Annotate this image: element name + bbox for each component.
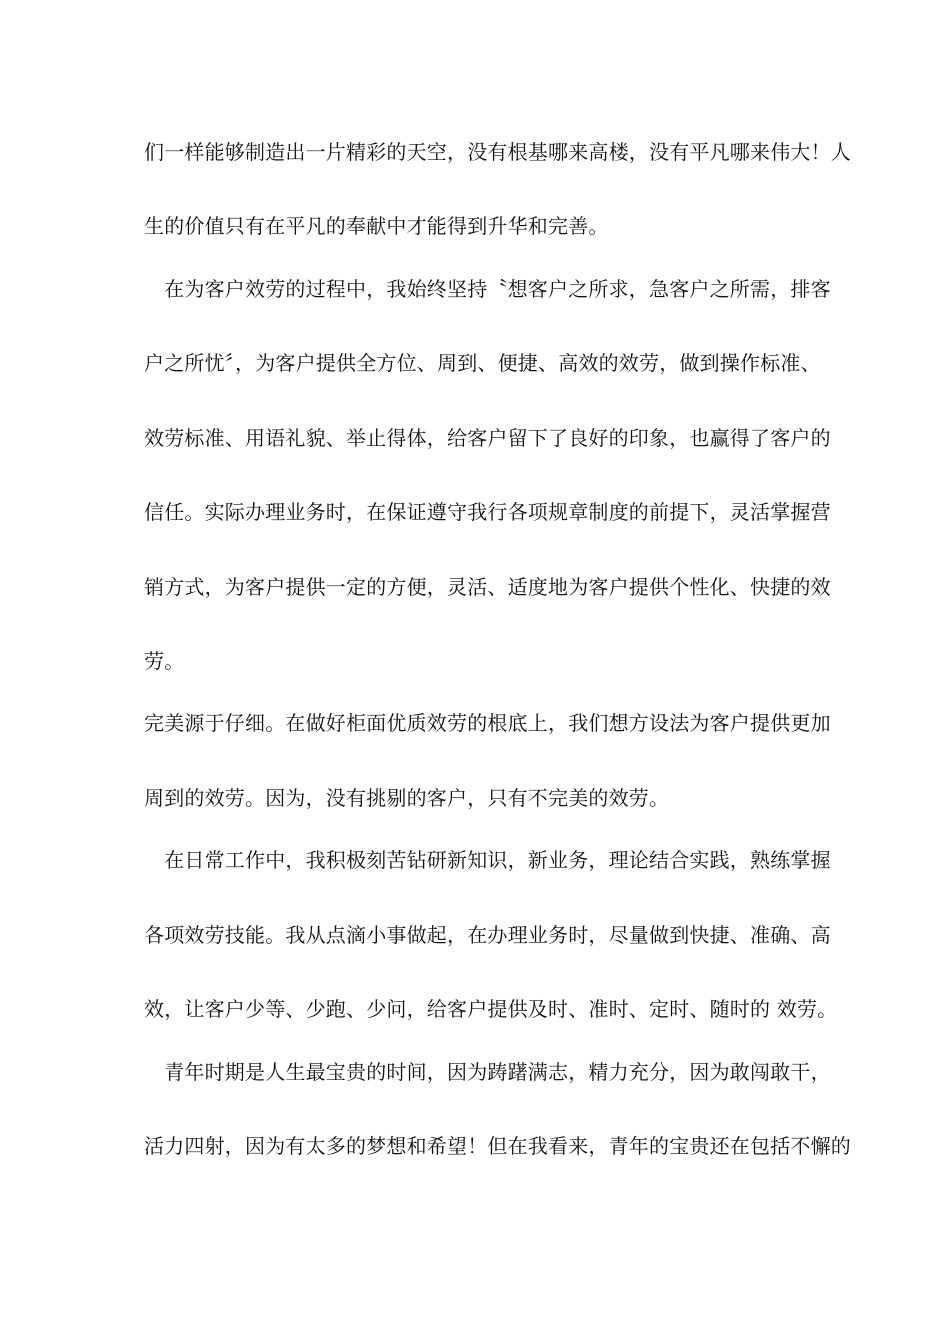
text-line: 效，让客户少等、少跑、少问，给客户提供及时、准时、定时、随时的 效劳。	[144, 997, 838, 1021]
text-line: 信任。实际办理业务时，在保证遵守我行各项规章制度的前提下，灵活掌握营	[144, 500, 831, 524]
text-line: 完美源于仔细。在做好柜面优质效劳的根底上，我们想方设法为客户提供更加	[144, 711, 831, 735]
text-line: 们一样能够制造出一片精彩的天空，没有根基哪来高楼，没有平凡哪来伟大！人	[144, 140, 851, 164]
text-line: 户之所忧〞，为客户提供全方位、周到、便捷、高效的效劳，做到操作标准、	[144, 351, 821, 375]
text-line: 效劳标准、用语礼貌、举止得体，给客户留下了良好的印象，也赢得了客户的	[144, 426, 831, 450]
text-line: 青年时期是人生最宝贵的时间，因为踌躇满志，精力充分，因为敢闯敢干，	[144, 1060, 831, 1084]
text-line: 销方式，为客户提供一定的方便，灵活、适度地为客户提供个性化、快捷的效	[144, 575, 831, 599]
text-line: 活力四射，因为有太多的梦想和希望！但在我看来，青年的宝贵还在包括不懈的	[144, 1134, 851, 1158]
text-line: 在日常工作中，我积极刻苦钻研新知识，新业务，理论结合实践，熟练掌握	[144, 848, 831, 872]
text-line: 在为客户效劳的过程中，我始终坚持〝想客户之所求，急客户之所需，排客	[144, 277, 831, 301]
text-line: 周到的效劳。因为，没有挑剔的客户，只有不完美的效劳。	[144, 786, 670, 810]
text-line: 生的价值只有在平凡的奉献中才能得到升华和完善。	[144, 214, 609, 238]
text-line: 各项效劳技能。我从点滴小事做起，在办理业务时，尽量做到快捷、准确、高	[144, 923, 831, 947]
text-line: 劳。	[144, 649, 185, 673]
